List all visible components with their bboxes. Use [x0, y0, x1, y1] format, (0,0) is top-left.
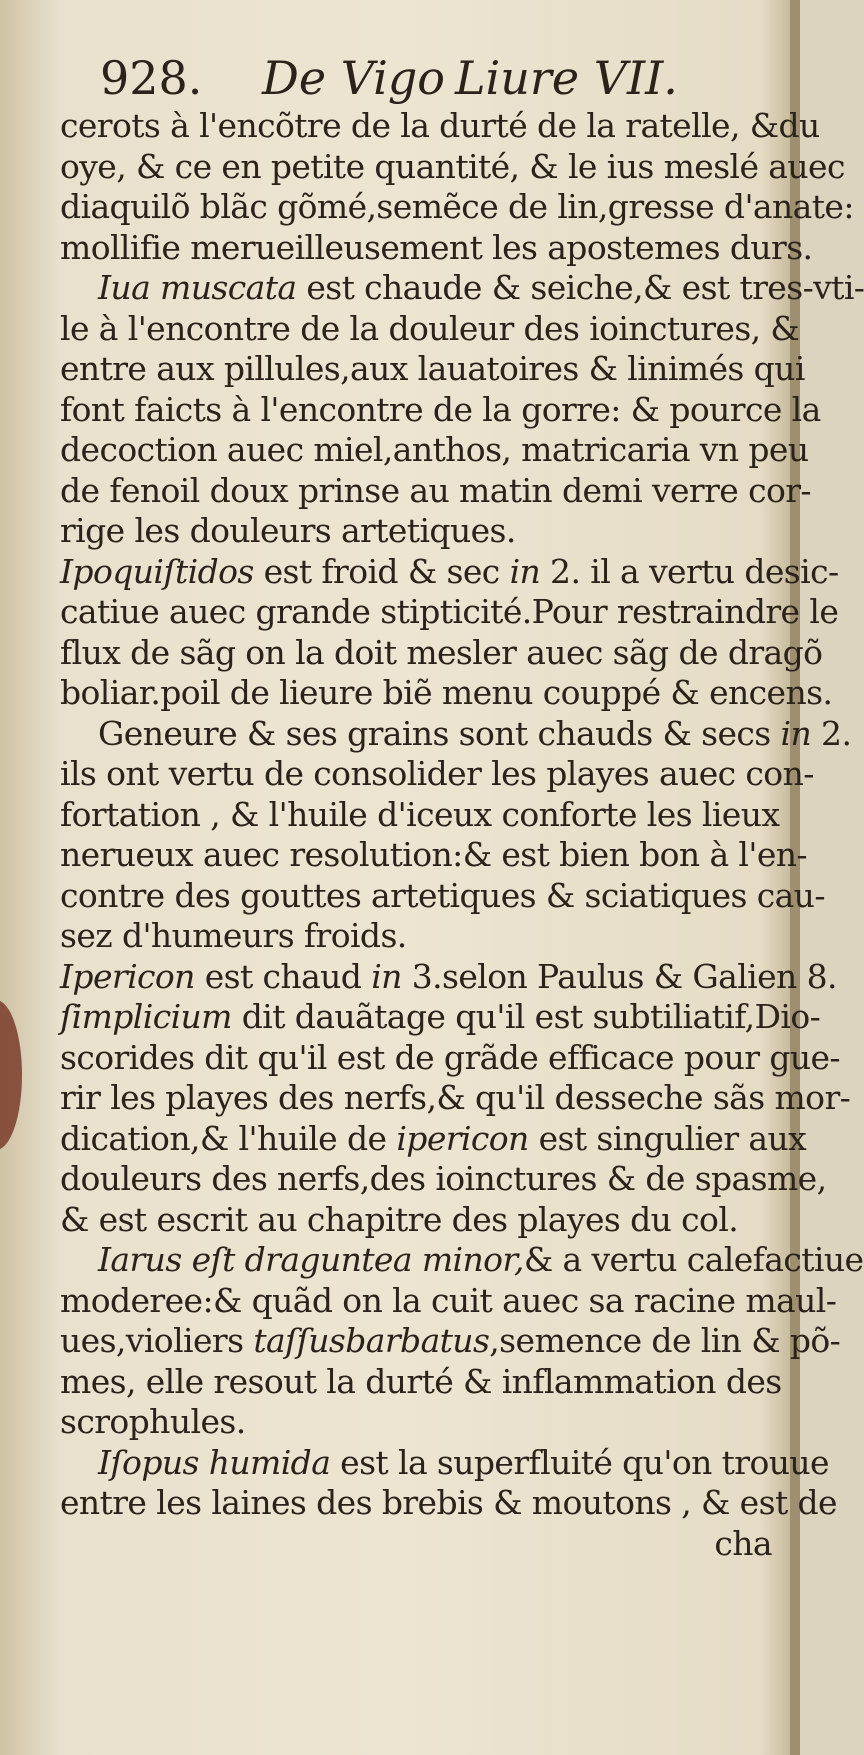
running-header: [100, 48, 780, 108]
text-run: rir les playes des nerfs,& qu'il desseche sãs mor-: [60, 1078, 851, 1117]
text-line: [60, 187, 854, 228]
text-line: [60, 1442, 829, 1484]
text-line: [60, 1078, 851, 1119]
text-line: [60, 754, 814, 795]
text-line: [60, 1402, 780, 1443]
text-line: [60, 956, 837, 998]
text-run: entre aux pillules,aux lauatoires & linimés qui: [60, 349, 805, 388]
text-line: [60, 470, 811, 512]
text-run: & est escrit au chapitre des playes du col.: [60, 1199, 739, 1239]
italic-term: in: [509, 551, 541, 591]
text-line: [60, 1037, 840, 1079]
text-run: moderee:& quãd on la cuit auec sa racine maul-: [60, 1280, 837, 1320]
text-run: font faicts à l'encontre de la gorre: & pource la: [60, 389, 821, 429]
text-run: 2.: [811, 713, 852, 753]
page-stain: [0, 1000, 22, 1150]
italic-term: in: [371, 956, 402, 996]
text-run: nerueux auec resolution:& est bien bon à l'en-: [60, 835, 807, 874]
text-run: 3.selon Paulus & Galien 8.: [401, 956, 837, 996]
text-run: oye, & ce en petite quantité, & le ius meslé auec: [60, 146, 845, 186]
text-run: scorides dit qu'il est de grãde efficace pour gue-: [60, 1037, 840, 1077]
text-line: [60, 1362, 780, 1403]
text-line: [60, 592, 839, 633]
text-run: scrophules.: [60, 1402, 246, 1441]
italic-term: Iua muscata: [98, 268, 297, 307]
text-run: est la superfluité qu'on trouue: [330, 1442, 829, 1482]
text-run: douleurs des nerfs,des ioinctures & de spasme,: [60, 1159, 827, 1198]
text-line: [60, 430, 809, 471]
italic-term: Ipoquiſtidos: [60, 551, 254, 591]
text-line: [60, 308, 800, 350]
text-run: ils ont vertu de consolider les playes auec con-: [60, 754, 814, 793]
body-text: [60, 106, 864, 1564]
text-run: rige les douleurs artetiques.: [60, 511, 516, 550]
text-line: [60, 511, 780, 552]
text-line: [60, 227, 813, 269]
text-run: dication,& l'huile de: [60, 1118, 397, 1158]
text-run: ues,violiers: [60, 1321, 254, 1360]
italic-term: Iarus eſt draguntea minor,: [98, 1240, 524, 1279]
text-line: [60, 551, 839, 593]
text-line: [60, 1280, 837, 1322]
text-line: [60, 1118, 807, 1160]
text-run: de fenoil doux prinse au matin demi verre cor-: [60, 470, 811, 510]
italic-term: ſimplicium: [60, 997, 232, 1036]
text-run: cha: [714, 1523, 772, 1563]
text-line: [60, 673, 833, 714]
text-line: [60, 713, 852, 755]
text-line: [60, 1524, 780, 1565]
text-line: [60, 1240, 864, 1281]
text-run: decoction auec miel,anthos, matricaria vn peu: [60, 430, 809, 469]
text-line: [60, 1200, 780, 1241]
text-line: [60, 1321, 841, 1362]
text-run: fortation , & l'huile d'iceux conforte les lieux: [60, 794, 780, 834]
text-line: [60, 875, 825, 917]
text-run: catiue auec grande stipticité.Pour restraindre le: [60, 592, 839, 631]
text-line: [60, 349, 805, 390]
text-run: ,semence de lin & põ-: [489, 1321, 841, 1360]
text-line: [60, 146, 845, 188]
text-line: [60, 268, 864, 309]
italic-term: Iſopus humida: [98, 1442, 331, 1482]
text-run: dit dauãtage qu'il est subtiliatif,Dio-: [231, 997, 821, 1036]
text-run: Geneure & ses grains sont chauds & secs: [98, 713, 781, 753]
text-run: est chaud: [194, 956, 372, 996]
text-run: & a vertu calefactiue: [523, 1240, 864, 1279]
text-run: entre les laines des brebis & moutons , & est de: [60, 1483, 837, 1522]
italic-term: ipericon: [396, 1118, 529, 1158]
text-line: [60, 106, 820, 147]
text-line: [60, 916, 780, 957]
italic-term: taſſusbarbatus: [253, 1321, 490, 1360]
running-title-book: Liure VII.: [455, 51, 678, 105]
text-line: [60, 997, 821, 1038]
text-line: [60, 835, 807, 876]
text-line: [60, 632, 823, 674]
text-run: 2. il a vertu desic-: [540, 551, 839, 591]
text-run: contre des gouttes artetiques & sciatiques cau-: [60, 875, 825, 915]
running-title-author: De Vigo: [262, 51, 445, 105]
text-run: mes, elle resout la durté & inflammation des: [60, 1361, 782, 1401]
text-run: diaquilõ blãc gõmé,semẽce de lin,gresse d'anate:: [60, 187, 854, 226]
text-line: [60, 1483, 837, 1524]
text-run: est singulier aux: [528, 1118, 807, 1158]
text-run: mollifie merueilleusement les apostemes durs.: [60, 227, 813, 267]
text-run: est chaude & seiche,& est tres-vti-: [296, 268, 864, 307]
text-run: est froid & sec: [253, 551, 510, 591]
text-run: cerots à l'encõtre de la durté de la ratelle, &du: [60, 106, 820, 145]
page-number: 928.: [100, 51, 203, 105]
text-run: boliar.poil de lieure biẽ menu couppé & encens.: [60, 673, 833, 712]
italic-term: in: [780, 713, 812, 753]
text-run: le à l'encontre de la douleur des ioinctures, &: [60, 308, 800, 348]
text-line: [60, 1159, 827, 1200]
text-run: sez d'humeurs froids.: [60, 916, 407, 955]
text-run: flux de sãg on la doit mesler auec sãg de dragõ: [60, 632, 823, 672]
text-line: [60, 389, 821, 431]
text-line: [60, 795, 780, 836]
italic-term: Ipericon: [60, 956, 195, 996]
